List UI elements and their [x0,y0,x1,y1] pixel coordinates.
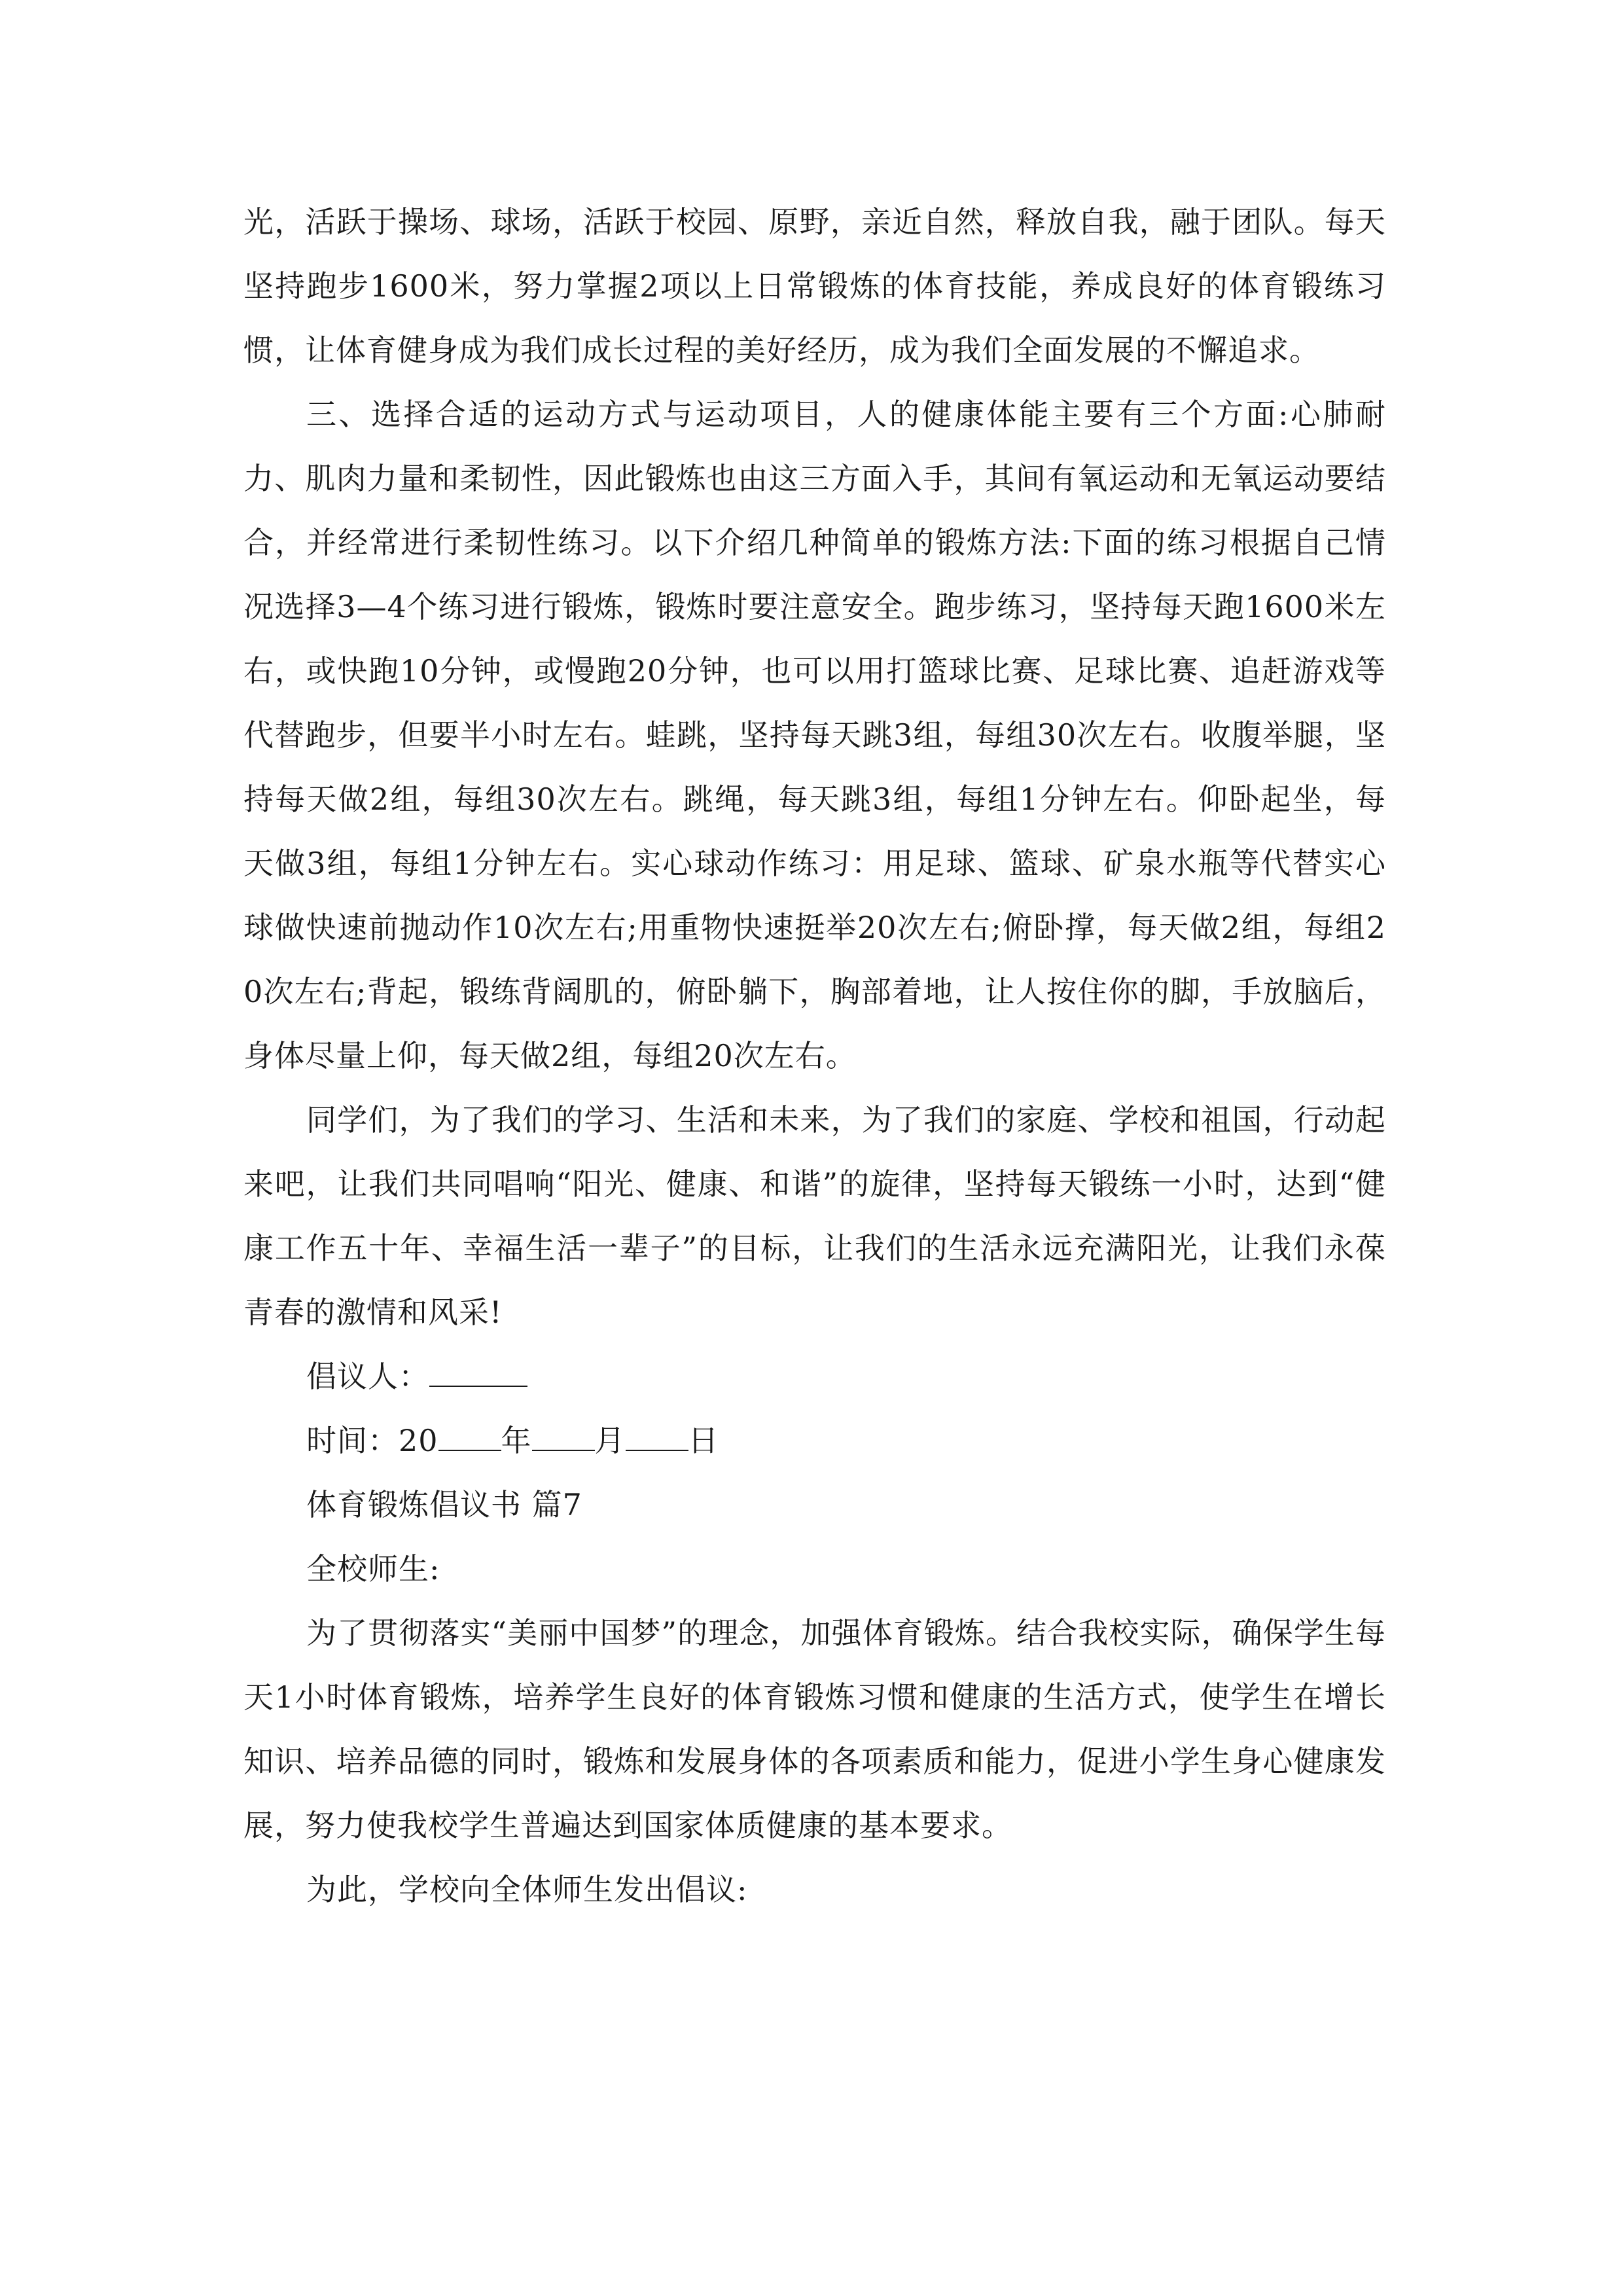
paragraph-purpose: 为了贯彻落实“美丽中国梦”的理念，加强体育锻炼。结合我校实际，确保学生每天1小时体育锻炼，培养学生良好的体育锻炼习惯和健康的生活方式，使学生在增长知识、培养品德的同时，锻炼和发展身体的各项素质和能力，促进小学生身心健康发展，努力使我校学生普遍达到国家体质健康的基本要求。 [243,1615,1386,1843]
month-label: 月 [594,1423,626,1458]
paragraph-call-to-action: 同学们，为了我们的学习、生活和未来，为了我们的家庭、学校和祖国，行动起来吧，让我们共同唱响“阳光、健康、和谐”的旋律，坚持每天锻练一小时，达到“健康工作五十年、幸福生活一辈子”的目标，让我们的生活永远充满阳光，让我们永葆青春的激情和风采! [243,1102,1386,1330]
proposer-label: 倡议人： [306,1359,429,1394]
proposer-blank [429,1359,527,1387]
day-label: 日 [688,1423,719,1458]
document-body [243,190,1386,1922]
proposer-line [243,1344,1386,1408]
year-label: 年 [501,1423,532,1458]
paragraph-proposal-intro: 为此，学校向全体师生发出倡议: [306,1872,748,1907]
paragraph-continuation: 光，活跃于操场、球场，活跃于校园、原野，亲近自然，释放自我，融于团队。每天坚持跑步1600米，努力掌握2项以上日常锻炼的体育技能，养成良好的体育锻练习惯，让体育健身成为我们成长过程的美好经历，成为我们全面发展的不懈追求。 [243,204,1386,368]
month-blank [532,1424,595,1451]
paragraph-exercise-methods: 三、选择合适的运动方式与运动项目，人的健康体能主要有三个方面:心肺耐力、肌肉力量和柔韧性，因此锻炼也由这三方面入手，其间有氧运动和无氧运动要结合，并经常进行柔韧性练习。以下介绍几种简单的锻炼方法:下面的练习根据自己情况选择3—4个练习进行锻炼，锻炼时要注意安全。跑步练习，坚持每天跑1600米左右，或快跑10分钟，或慢跑20分钟，也可以用打篮球比赛、足球比赛、追赶游戏等代替跑步，但要半小时左右。蛙跳，坚持每天跳3组，每组30次左右。收腹举腿，坚持每天做2组，每组30次左右。跳绳，每天跳3组，每组1分钟左右。仰卧起坐，每天做3组，每组1分钟左右。实心球动作练习：用足球、篮球、矿泉水瓶等代替实心球做快速前抛动作10次左右;用重物快速挺举20次左右;俯卧撑，每天做2组，每组20次左右;背起，锻练背阔肌的，俯卧躺下，胸部着地，让人按住你的脚，手放脑后，身体尽量上仰，每天做2组，每组20次左右。 [243,397,1386,1073]
year-blank [438,1424,501,1451]
section-title: 体育锻炼倡议书 篇7 [306,1487,582,1522]
salutation: 全校师生: [306,1551,440,1587]
date-label: 时间：20 [306,1423,438,1458]
date-line [243,1408,1386,1473]
day-blank [626,1424,688,1451]
